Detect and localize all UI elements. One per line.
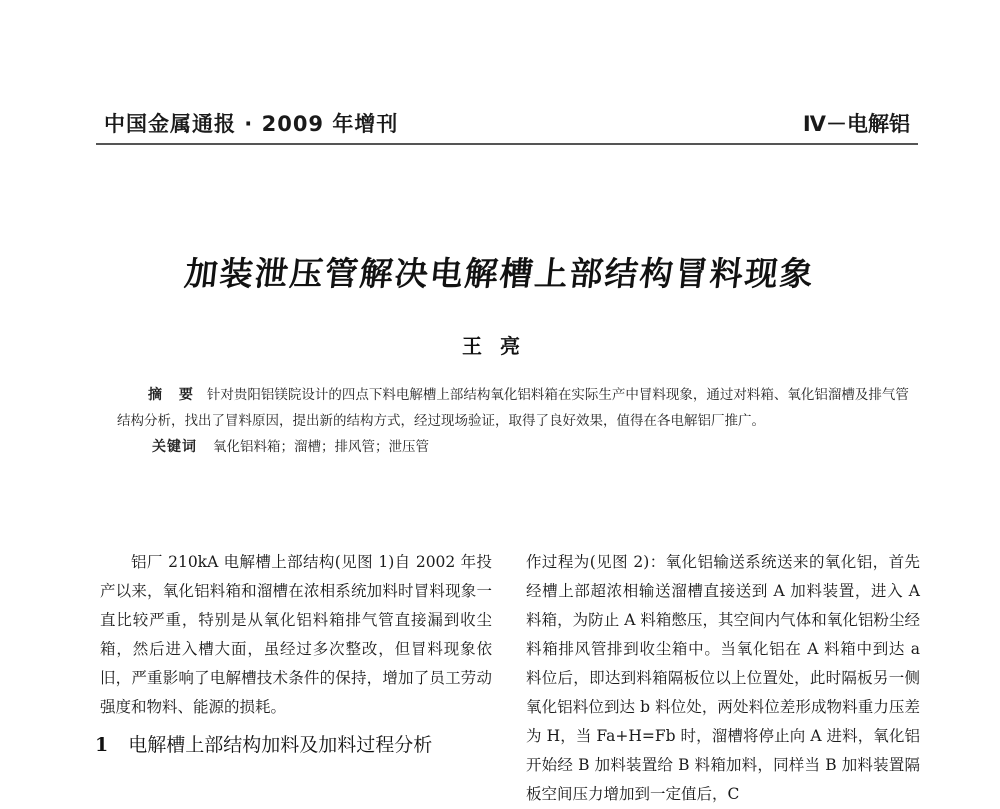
abstract-block — [117, 382, 914, 460]
abstract-paragraph — [117, 382, 914, 434]
keywords-text: 氧化铝料箱；溜槽；排风管；泄压管 — [213, 439, 429, 455]
article-author: 王亮 — [462, 334, 538, 358]
section-header: Ⅳ－电解铝 — [802, 112, 910, 136]
left-column — [100, 548, 492, 722]
intro-paragraph: 铝厂 210kA 电解槽上部结构(见图 1)自 2002 年投产以来，氧化铝料箱和溜槽在浓相系统加料时冒料现象一直比较严重，特别是从氧化铝料箱排气管直接漏到收尘箱，然后进入槽大面，虽经过多次整改，但冒料现象依旧，严重影响了电解槽技术条件的保持，增加了员工劳动强度和物料、能源的损耗。 — [100, 553, 492, 716]
abstract-label: 摘 要 — [148, 387, 199, 403]
right-column — [526, 548, 920, 809]
abstract-text: 针对贵阳铝镁院设计的四点下料电解槽上部结构氧化铝料箱在实际生产中冒料现象，通过对料箱、氧化铝溜槽及排气管结构分析，找出了冒料原因，提出新的结构方式，经过现场验证，取得了良好效果，值得在各电解铝厂推广。 — [117, 387, 909, 429]
keywords-line — [124, 434, 914, 460]
header-divider — [96, 143, 918, 145]
section-heading — [95, 730, 432, 757]
process-paragraph: 作过程为(见图 2)：氧化铝输送系统送来的氧化铝，首先经槽上部超浓相输送溜槽直接送到 A 加料装置，进入 A 料箱，为防止 A 料箱憋压，其空间内气体和氧化铝粉尘经料箱排风管排到收尘箱中。当氧化铝在 A 料箱中到达 a 料位后，即达到料箱隔板位以上位置处，此时隔板另一侧氧化铝料位到达 b 料位处，两处料位差形成物料重力压差为 H，当 Fa+H=Fb 时，溜槽将停止向 A 进料，氧化铝开始经 B 加料装置给 B 料箱加料，同样当 B 加料装置隔板空间压力增加到一定值后，C — [526, 553, 920, 803]
keywords-label: 关键词 — [152, 439, 197, 455]
article-title: 加装泄压管解决电解槽上部结构冒料现象 — [182, 254, 817, 293]
journal-header: 中国金属通报 · 2009 年增刊 — [104, 112, 399, 136]
section-number: 1 — [95, 734, 109, 756]
section-title: 电解槽上部结构加料及加料过程分析 — [128, 734, 433, 756]
